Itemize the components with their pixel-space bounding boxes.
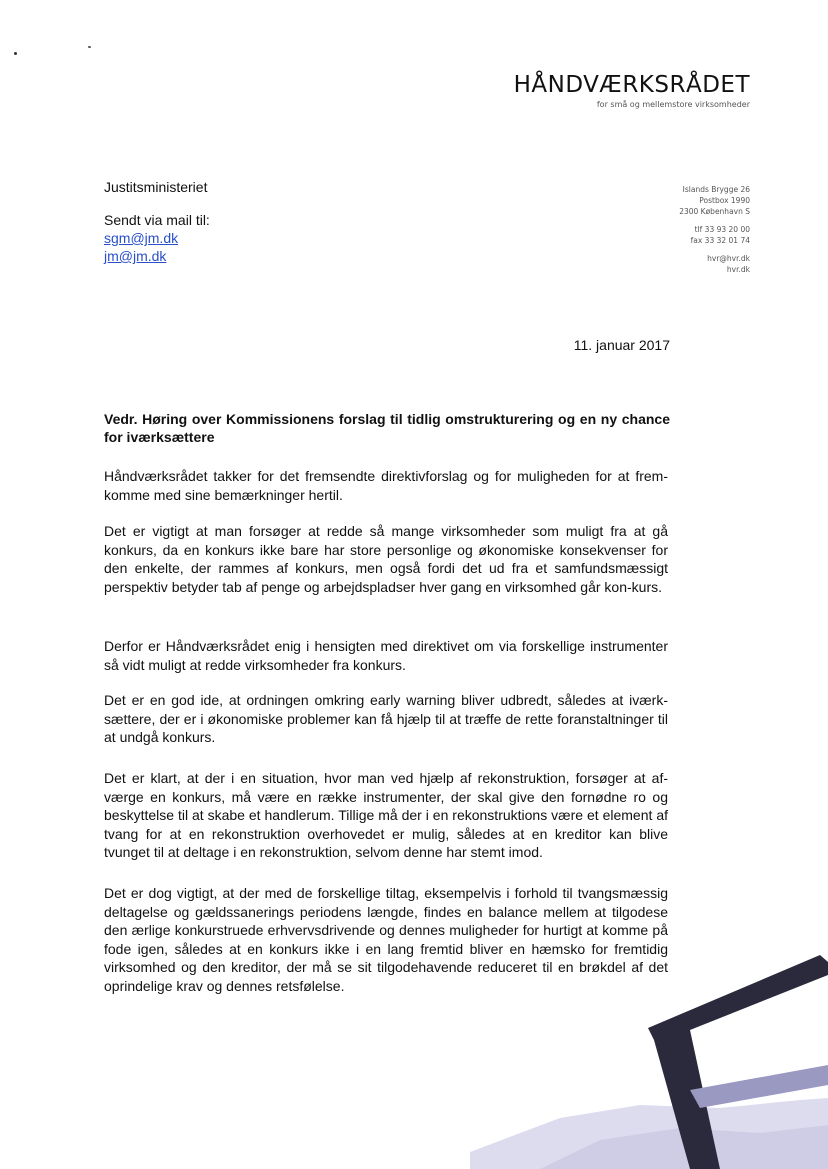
contact-email: hvr@hvr.dk [707, 254, 750, 263]
recipient-email-link-2[interactable]: jm@jm.dk [104, 248, 167, 264]
body-paragraph-2: Det er vigtigt at man forsøger at redde så mange virksomheder som muligt fra at gå konkurs, da en konkurs ikke bare har store personlige og økonomiske konsekvenser for den enkelte, der rammes af konkurs, men også fordi det ud fra et samfundsmæssigt perspektiv betyder tab af penge og arbejdspladser hver gang en virksomhed går kon-kurs. [104, 523, 668, 595]
contact-address-line-1: Islands Brygge 26 [682, 185, 750, 194]
body-paragraph-3: Derfor er Håndværksrådet enig i hensigten med direktivet om via forskellige instrumenter så vidt muligt at redde virksomheder fra konkurs. [104, 638, 668, 673]
logo-subtitle: for små og mellemstore virksomheder [596, 100, 750, 109]
recipient-name: Justitsministeriet [104, 179, 208, 195]
contact-website: hvr.dk [726, 265, 750, 274]
body-paragraph-1: Håndværksrådet takker for det fremsendte direktivforslag og for muligheden for at frem-komme med sine bemærkninger hertil. [104, 468, 668, 503]
letter-subject: Vedr. Høring over Kommissionens forslag til tidlig omstrukturering og en ny chance for iværksættere [104, 411, 670, 445]
contact-fax: fax 33 32 01 74 [690, 236, 750, 245]
sent-via-label: Sendt via mail til: [104, 212, 210, 228]
contact-address-line-2: Postbox 1990 [699, 196, 750, 205]
contact-address-line-3: 2300 København S [679, 207, 750, 216]
body-paragraph-4: Det er en god ide, at ordningen omkring early warning bliver udbredt, således at iværk-sættere, der er i økonomiske problemer kan få hjælp til at træffe de rette foranstaltninger til at undgå konkurs. [104, 692, 668, 745]
body-paragraph-6: Det er dog vigtigt, at der med de forskellige tiltag, eksempelvis i forhold til tvangsmæssig deltagelse og gældssanerings periodens længde, findes en balance mellem at tilgodese den ærlige konkurstruede erhvervsdrivende og dennes muligheder for hurtigt at komme på fode igen, således at en konkurs ikke i en lang fremtid bliver en hæmsko for fremtidig virksomhed og den kreditor, der må se sit tilgodehavende reduceret til en brøkdel af det oprindelige krav og dennes retsfølelse. [104, 885, 668, 994]
letter-date: 11. januar 2017 [573, 337, 670, 353]
scan-speck [88, 46, 91, 48]
recipient-email-link-1[interactable]: sgm@jm.dk [104, 230, 179, 246]
contact-phone: tlf 33 93 20 00 [694, 225, 750, 234]
logo-title: HÅNDVÆRKSRÅDET [513, 72, 750, 98]
scan-speck [14, 52, 17, 55]
body-paragraph-5: Det er klart, at der i en situation, hvor man ved hjælp af rekonstruktion, forsøger at af-værge en konkurs, må være en række instrumenter, der skal give den fornødne ro og beskyttelse til at skabe et handlerum. Tillige må der i en rekonstruktions være et element af tvang for at en rekonstruktion overhovedet er mulig, således at en kreditor kan blive tvunget til at deltage i en rekonstruktion, selvom denne har stemt imod. [104, 770, 668, 860]
